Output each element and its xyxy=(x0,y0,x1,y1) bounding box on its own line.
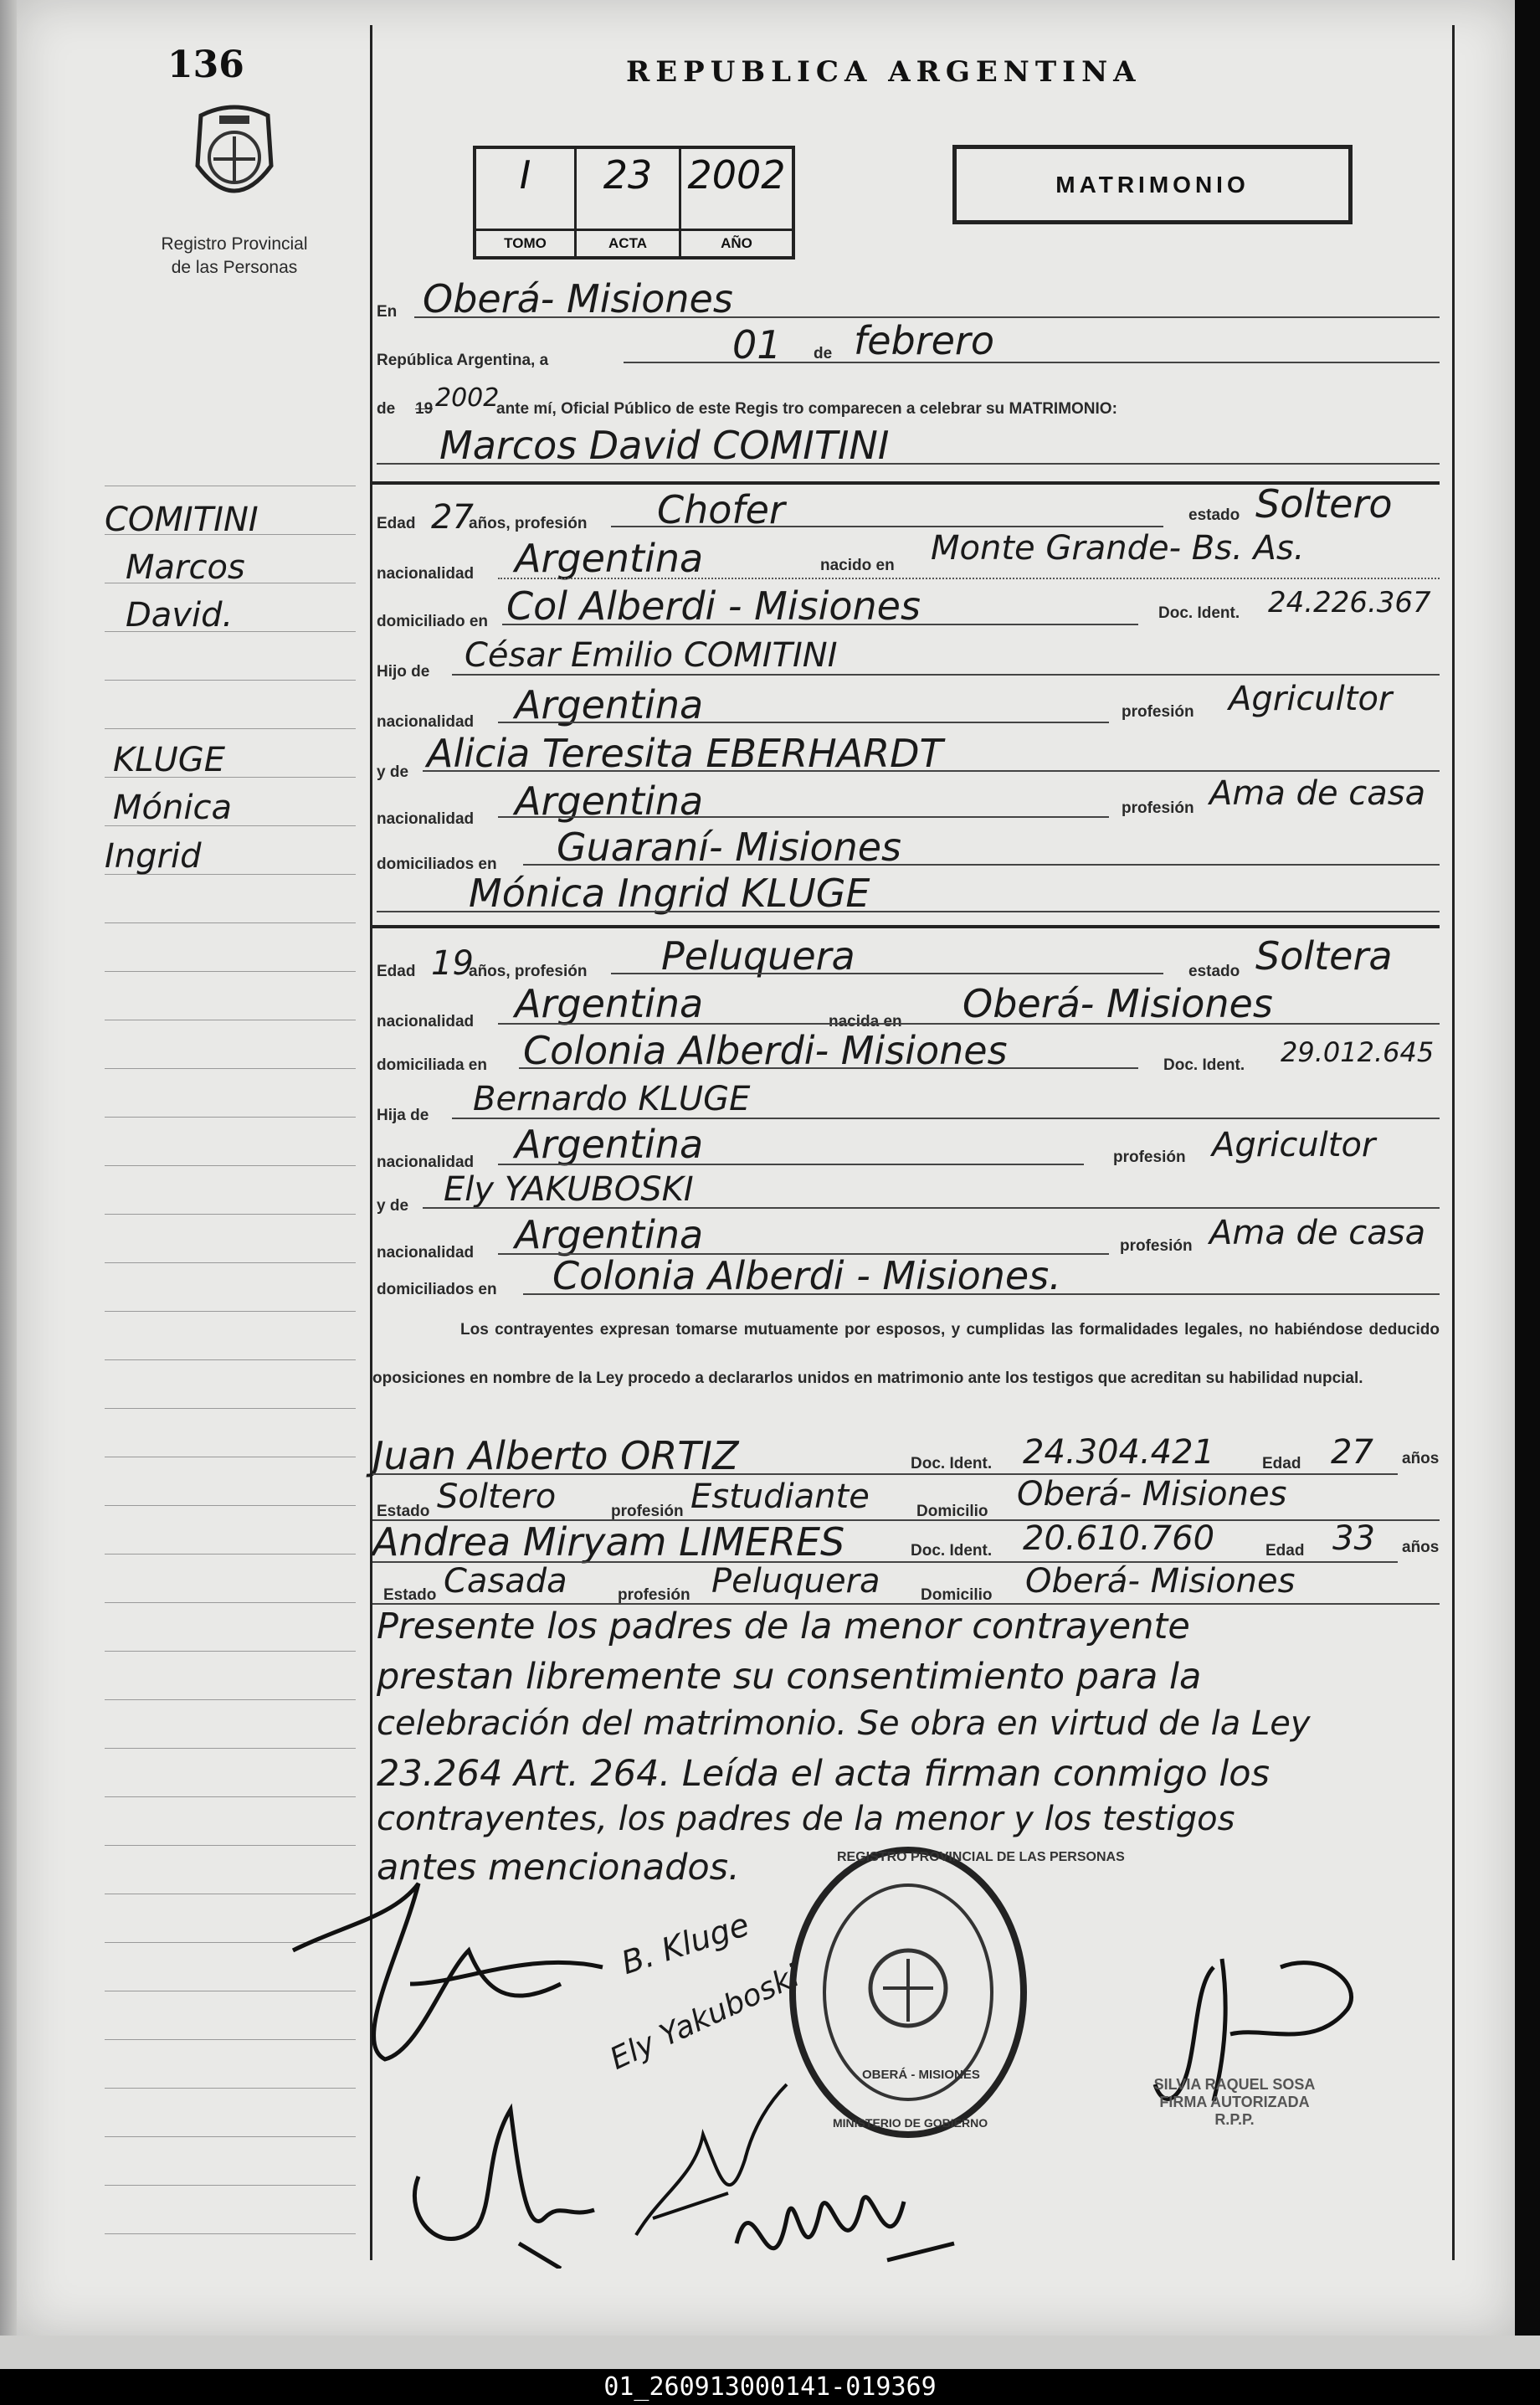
groom-padre-nac-line xyxy=(498,722,1109,723)
note-line-3: celebración del matrimonio. Se obra en virtud de la Ley xyxy=(377,1704,1311,1743)
groom-nacido-en: Monte Grande- Bs. As. xyxy=(931,529,1305,568)
groom-estado: Soltero xyxy=(1255,481,1393,527)
office-line-1: Registro Provincial xyxy=(161,234,308,254)
bride-name-line xyxy=(377,911,1440,912)
margin-ruled-line xyxy=(105,1165,356,1166)
margin-ruled-line xyxy=(105,728,356,729)
official-stamp xyxy=(1113,2076,1356,2129)
witness2-profesion: Peluquera xyxy=(711,1562,880,1601)
witness1-dom-label: Domicilio xyxy=(916,1503,988,1520)
bride-estado: Soltera xyxy=(1255,933,1393,979)
witness2-prof-label: profesión xyxy=(618,1586,690,1604)
margin-ruled-line xyxy=(105,2233,356,2234)
note-line-4: 23.264 Art. 264. Leída el acta firman conmigo los xyxy=(377,1753,1270,1795)
groom-doms-label: domiciliados en xyxy=(377,856,497,873)
groom-padre-nac: Argentina xyxy=(515,682,704,727)
seal-ring-text: REGISTRO PROVINCIAL DE LAS PERSONAS xyxy=(837,1850,1125,1864)
country-title: REPUBLICA ARGENTINA xyxy=(626,55,1142,89)
bride-hija-label: Hija de xyxy=(377,1107,429,1124)
bride-edad: 19 xyxy=(431,944,474,983)
groom-nacido-label: nacido en xyxy=(820,557,895,574)
acta-label: ACTA xyxy=(577,229,679,256)
groom-madre-prof-label: profesión xyxy=(1122,799,1194,817)
intro-sentence: ante mí, Oficial Público de este Regis tro comparecen a celebrar su MATRIMONIO: xyxy=(496,400,1117,418)
official-rpp: R.P.P. xyxy=(1214,2111,1255,2128)
witness1-name: Juan Alberto ORTIZ xyxy=(372,1433,739,1478)
margin-groom-surname: COMITINI xyxy=(105,501,259,539)
groom-dom-line xyxy=(502,624,1138,625)
groom-padre-nac-label: nacionalidad xyxy=(377,713,475,731)
page-number: 136 xyxy=(167,44,244,86)
note-line-5: contrayentes, los padres de la menor y los testigos xyxy=(377,1800,1235,1838)
witness1-domicilio: Oberá- Misiones xyxy=(1017,1475,1287,1513)
scan-id-caption: 01_260913000141-019369 xyxy=(0,2369,1540,2405)
bride-madre-line xyxy=(423,1207,1440,1209)
margin-ruled-line xyxy=(105,1699,356,1700)
witness1-anos-label: años xyxy=(1402,1450,1440,1467)
bride-dom-line xyxy=(519,1067,1138,1069)
groom-padres-domicilio: Guaraní- Misiones xyxy=(557,825,902,870)
official-seal-icon xyxy=(787,1842,1029,2143)
signature-father: B. Kluge xyxy=(617,1905,754,1982)
margin-bride-surname: KLUGE xyxy=(113,741,226,779)
groom-madre-nac-label: nacionalidad xyxy=(377,810,475,828)
tomo-value: I xyxy=(519,152,531,198)
republica-label: República Argentina, a xyxy=(377,352,549,369)
en-label: En xyxy=(377,303,398,321)
witness2-estado-label: Estado xyxy=(383,1586,437,1604)
bride-nacionalidad: Argentina xyxy=(515,981,704,1026)
witness1-doc-label: Doc. Ident. xyxy=(911,1455,993,1472)
signature-mother: Ely Yakuboski xyxy=(604,1959,805,2077)
margin-bride-name2: Ingrid xyxy=(105,837,202,876)
witness1-prof-label: profesión xyxy=(611,1503,684,1520)
witness1-estado-label: Estado xyxy=(377,1503,430,1520)
witness2-dom-label: Domicilio xyxy=(921,1586,993,1604)
groom-padres-dom-line xyxy=(523,864,1440,866)
bride-madre: Ely YAKUBOSKI xyxy=(444,1170,694,1209)
margin-ruled-line xyxy=(105,2185,356,2186)
bride-padre-prof-label: profesión xyxy=(1113,1149,1186,1166)
groom-edad-label: Edad xyxy=(377,515,416,532)
margin-ruled-line xyxy=(105,680,356,681)
month-field: febrero xyxy=(854,318,994,363)
witness2-edad-label: Edad xyxy=(1265,1542,1305,1560)
bride-dom-label: domiciliada en xyxy=(377,1056,487,1074)
witness2-estado: Casada xyxy=(444,1562,567,1601)
de2-label: de xyxy=(377,400,396,418)
bride-nacida-label: nacida en xyxy=(829,1013,902,1030)
bride-madre-nac: Argentina xyxy=(515,1212,704,1257)
margin-ruled-line xyxy=(105,1796,356,1797)
seal-ministry-text: MINISTERIO DE GOBIERNO xyxy=(833,2116,988,2130)
bride-estado-label: estado xyxy=(1188,963,1240,980)
margin-ruled-line xyxy=(105,1311,356,1312)
de-label: de xyxy=(814,345,833,362)
declaration-paragraph xyxy=(372,1306,1440,1403)
margin-ruled-line xyxy=(105,2088,356,2089)
bride-padre-nac-line xyxy=(498,1164,1084,1165)
bride-full-name: Mónica Ingrid KLUGE xyxy=(469,871,870,916)
declaration-text: Los contrayentes expresan tomarse mutuamente por esposos, y cumplidas las formalidades legales, no habiéndose deducido oposiciones en nombre de la Ley procedo a declararlos unidos en matrimonio ante los testigos que acreditan su habilidad nupcial. xyxy=(372,1321,1440,1387)
margin-ruled-line xyxy=(105,1408,356,1409)
groom-profesion: Chofer xyxy=(657,487,785,532)
bride-yde-label: y de xyxy=(377,1197,409,1215)
bride-doc: 29.012.645 xyxy=(1281,1036,1435,1068)
groom-madre-prof: Ama de casa xyxy=(1209,774,1426,813)
groom-madre-nac-line xyxy=(498,816,1109,818)
groom-padre-prof: Agricultor xyxy=(1229,680,1393,718)
margin-bride-name1: Mónica xyxy=(113,789,232,827)
note-line-1: Presente los padres de la menor contrayente xyxy=(377,1606,1190,1647)
province-emblem-icon xyxy=(184,99,285,216)
groom-prof-label: años, profesión xyxy=(469,515,588,532)
bride-madre-nac-label: nacionalidad xyxy=(377,1244,475,1262)
groom-dom-label: domiciliado en xyxy=(377,613,489,630)
margin-ruled-line xyxy=(105,1554,356,1555)
margin-ruled-line xyxy=(105,1262,356,1263)
margin-ruled-line xyxy=(105,971,356,972)
groom-name-line xyxy=(377,463,1440,465)
margin-ruled-line xyxy=(105,1505,356,1506)
margin-ruled-line xyxy=(105,1359,356,1360)
page-bottom-edge xyxy=(0,2336,1540,2369)
date-line xyxy=(624,362,1440,363)
bride-nac-line xyxy=(498,1023,1440,1025)
tomo-label: TOMO xyxy=(476,229,574,256)
note-line-2: prestan libremente su consentimiento para la xyxy=(377,1656,1202,1698)
groom-madre-line xyxy=(423,770,1440,772)
tomo-cell xyxy=(476,149,577,256)
margin-ruled-line xyxy=(105,1117,356,1118)
bride-profesion: Peluquera xyxy=(661,933,855,979)
groom-hijo-label: Hijo de xyxy=(377,663,430,681)
bride-padre-nac-label: nacionalidad xyxy=(377,1154,475,1171)
ano-cell xyxy=(681,149,792,256)
record-reference-boxes xyxy=(473,146,795,260)
witness2-line2 xyxy=(372,1603,1440,1605)
witness1-profesion: Estudiante xyxy=(690,1477,870,1516)
bride-madre-prof-label: profesión xyxy=(1120,1237,1193,1255)
bride-padre-nac: Argentina xyxy=(515,1122,704,1167)
witness2-doc: 20.610.760 xyxy=(1023,1519,1215,1558)
groom-padre: César Emilio COMITINI xyxy=(465,636,838,675)
witness1-estado: Soltero xyxy=(437,1477,557,1516)
bride-padre-line xyxy=(452,1118,1440,1119)
bride-padres-domicilio: Colonia Alberdi - Misiones. xyxy=(552,1253,1061,1298)
witness1-doc: 24.304.421 xyxy=(1023,1433,1215,1472)
margin-ruled-line xyxy=(105,1068,356,1069)
signature-witness-2 xyxy=(720,2143,971,2310)
bride-padre-prof: Agricultor xyxy=(1212,1126,1376,1164)
margin-ruled-line xyxy=(105,922,356,923)
bride-doc-label: Doc. Ident. xyxy=(1163,1056,1245,1074)
signature-groom xyxy=(276,1850,611,2068)
bride-prof-label: años, profesión xyxy=(469,963,588,980)
groom-madre-nac: Argentina xyxy=(515,779,704,824)
office-name xyxy=(142,233,326,280)
right-frame-line xyxy=(1452,25,1455,2260)
seal-city-text: OBERÁ - MISIONES xyxy=(862,2068,980,2082)
bride-doms-label: domiciliados en xyxy=(377,1281,497,1298)
groom-yde-label: y de xyxy=(377,763,409,781)
groom-estado-label: estado xyxy=(1188,506,1240,524)
groom-padre-line xyxy=(452,674,1440,676)
year-field: 2002 xyxy=(435,383,500,413)
bride-padre: Bernardo KLUGE xyxy=(473,1080,751,1118)
margin-ruled-line xyxy=(105,1748,356,1749)
witness2-edad: 33 xyxy=(1332,1519,1375,1558)
witness1-edad-label: Edad xyxy=(1262,1455,1301,1472)
acta-value: 23 xyxy=(603,152,653,198)
groom-full-name: Marcos David COMITINI xyxy=(439,423,890,468)
bride-domicilio: Colonia Alberdi- Misiones xyxy=(523,1028,1008,1073)
bride-nacida-en: Oberá- Misiones xyxy=(963,981,1273,1026)
witness2-domicilio: Oberá- Misiones xyxy=(1025,1562,1296,1601)
groom-domicilio: Col Alberdi - Misiones xyxy=(506,583,921,629)
struck-year-prefix: 19 xyxy=(415,400,434,418)
bride-edad-label: Edad xyxy=(377,963,416,980)
margin-groom-name1: Marcos xyxy=(126,548,245,587)
groom-nacionalidad: Argentina xyxy=(515,536,704,581)
margin-groom-name2: David. xyxy=(126,596,234,635)
witness2-doc-label: Doc. Ident. xyxy=(911,1542,993,1560)
groom-prof-line xyxy=(611,526,1163,527)
ano-value: 2002 xyxy=(687,152,786,198)
official-name: SILVIA RAQUEL SOSA xyxy=(1153,2076,1316,2093)
acta-cell xyxy=(577,149,681,256)
margin-ruled-line xyxy=(105,2136,356,2137)
note-line-6: antes mencionados. xyxy=(377,1847,740,1889)
record-type-box: MATRIMONIO xyxy=(952,145,1353,224)
bride-prof-line xyxy=(611,973,1163,974)
groom-padre-prof-label: profesión xyxy=(1122,703,1194,721)
place-field: Oberá- Misiones xyxy=(423,276,733,321)
margin-ruled-line xyxy=(105,1651,356,1652)
witness2-name: Andrea Miryam LIMERES xyxy=(372,1519,845,1565)
groom-edad: 27 xyxy=(431,498,474,537)
bride-nac-label: nacionalidad xyxy=(377,1013,475,1030)
bride-padres-dom-line xyxy=(523,1293,1440,1295)
margin-ruled-line xyxy=(105,1845,356,1846)
groom-nac-label: nacionalidad xyxy=(377,565,475,583)
section-rule-2 xyxy=(372,925,1440,928)
groom-madre: Alicia Teresita EBERHARDT xyxy=(427,731,943,776)
ano-label: AÑO xyxy=(681,229,792,256)
margin-ruled-line xyxy=(105,1602,356,1603)
witness1-edad: 27 xyxy=(1331,1433,1373,1472)
groom-nac-line xyxy=(498,578,1440,579)
official-title: FIRMA AUTORIZADA xyxy=(1159,2094,1310,2110)
groom-doc: 24.226.367 xyxy=(1268,586,1431,619)
day-field: 01 xyxy=(732,322,782,367)
margin-ruled-line xyxy=(105,1214,356,1215)
bride-madre-prof: Ama de casa xyxy=(1209,1214,1426,1252)
witness2-anos-label: años xyxy=(1402,1539,1440,1556)
signature-bride xyxy=(393,2051,611,2269)
office-line-2: de las Personas xyxy=(171,258,298,277)
groom-doc-label: Doc. Ident. xyxy=(1158,604,1240,622)
